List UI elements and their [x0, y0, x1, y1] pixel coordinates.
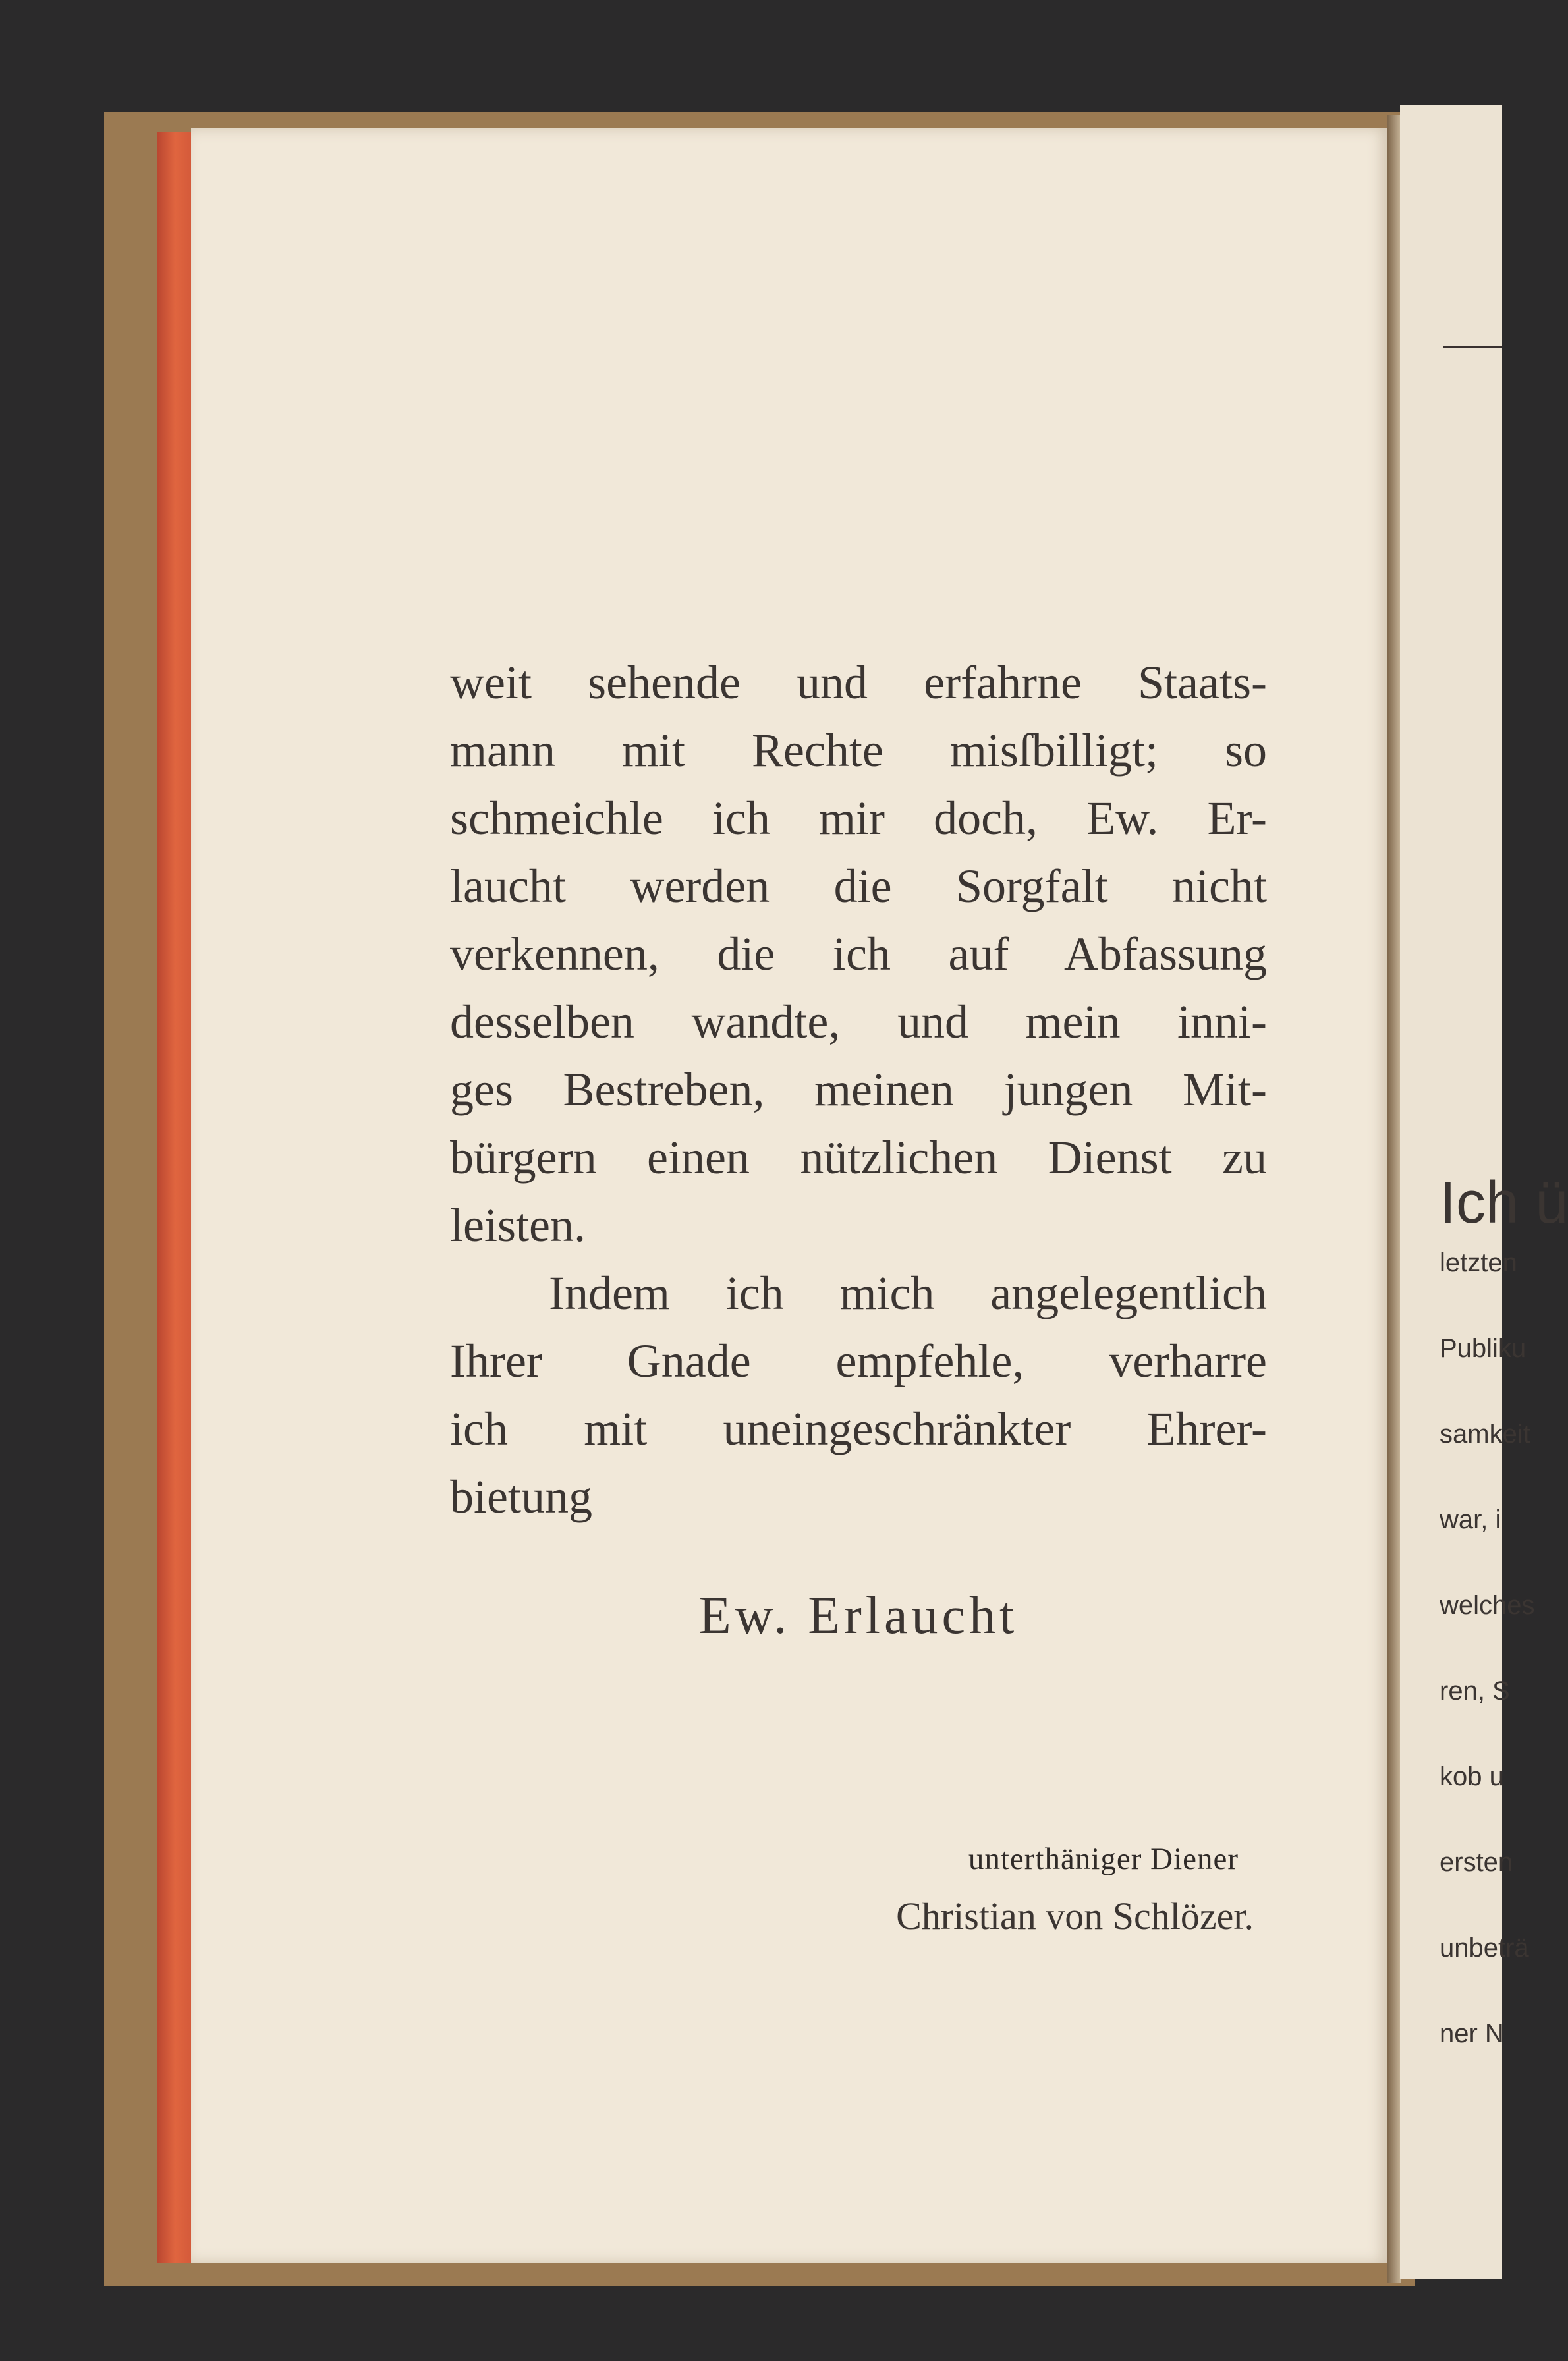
- text-line: Ihrer Gnade empfehle, verharre: [450, 1335, 1267, 1387]
- facing-line: war, i: [1440, 1505, 1501, 1534]
- facing-line: ersten: [1440, 1848, 1513, 1877]
- facing-line: samkeit: [1440, 1420, 1530, 1449]
- text-line: bietung: [450, 1470, 592, 1523]
- text-line: weit sehende und erfahrne Staats-: [450, 656, 1267, 709]
- text-line: Indem ich mich angelegentlich: [549, 1267, 1267, 1319]
- facing-line: letzten: [1440, 1248, 1517, 1277]
- facing-line: ner N: [1440, 2019, 1504, 2048]
- text-line: ges Bestreben, meinen jungen Mit-: [450, 1063, 1267, 1116]
- facing-line: ren, S: [1440, 1677, 1510, 1706]
- facing-page-text: [1440, 1169, 1568, 2105]
- text-line: mann mit Rechte misſbilligt; so: [450, 724, 1267, 777]
- facing-line: Ich ü: [1440, 1170, 1568, 1236]
- text-line: ich mit uneingeschränkter Ehrer-: [450, 1403, 1267, 1455]
- text-line: bürgern einen nützlichen Dienst zu: [450, 1131, 1267, 1184]
- text-line: desselben wandte, und mein inni-: [450, 995, 1267, 1048]
- salutation: Ew. Erlaucht: [698, 1587, 1019, 1645]
- signature-name: Christian von Schlözer.: [896, 1895, 1254, 1937]
- signature-title: unterthäniger Diener: [968, 1842, 1239, 1876]
- text-line: schmeichle ich mir doch, Ew. Er-: [450, 792, 1267, 845]
- book-gutter: [1387, 115, 1401, 2283]
- text-line: verkennen, die ich auf Abfassung: [450, 928, 1267, 980]
- text-line: laucht werden die Sorgfalt nicht: [450, 860, 1267, 912]
- facing-line: unbeträ: [1440, 1933, 1529, 1962]
- dedication-text: [450, 649, 1267, 1531]
- facing-line: kob u: [1440, 1762, 1504, 1791]
- facing-line: Publiku: [1440, 1334, 1526, 1363]
- facing-page-rule: [1443, 346, 1502, 348]
- text-line: leisten.: [450, 1199, 586, 1252]
- facing-line: welches: [1440, 1591, 1535, 1620]
